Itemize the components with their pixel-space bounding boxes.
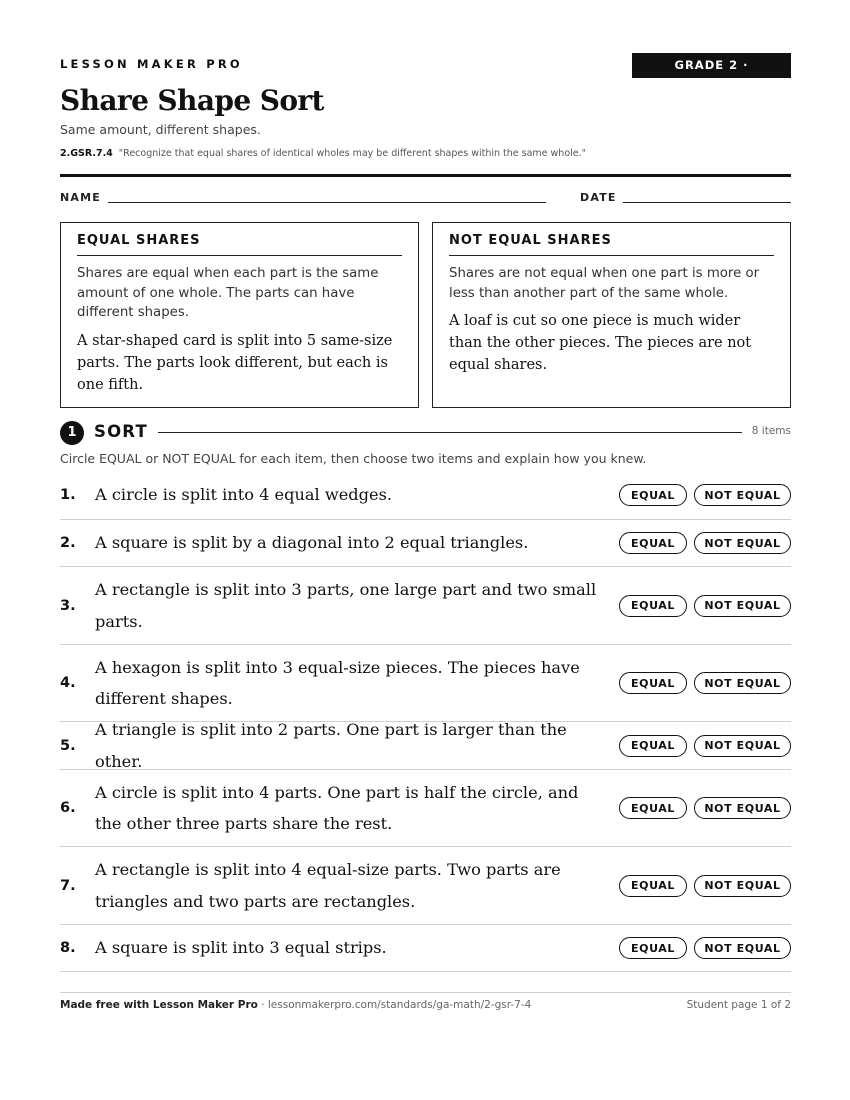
choice-group <box>615 797 791 819</box>
worksheet-page <box>60 0 791 1100</box>
list-item <box>60 770 791 847</box>
item-text: A rectangle is split into 3 parts, one large part and two small parts. <box>95 580 597 631</box>
box-title: EQUAL SHARES <box>77 233 402 256</box>
standard-line <box>60 148 586 159</box>
item-number: 1. <box>60 487 76 503</box>
standard-quote: "Recognize that equal shares of identical wholes may be different shapes within the same whole." <box>118 148 587 159</box>
not-equal-choice[interactable]: NOT EQUAL <box>694 735 791 757</box>
box-definition: Shares are not equal when one part is more or less than another part of the same whole. <box>449 266 760 301</box>
item-number: 6. <box>60 800 76 816</box>
choice-group <box>615 532 791 554</box>
box-example: A loaf is cut so one piece is much wider than the other pieces. The pieces are not equal shares. <box>449 313 752 373</box>
choice-group <box>615 595 791 617</box>
choice-group <box>615 937 791 959</box>
equal-choice[interactable]: EQUAL <box>619 595 687 617</box>
sort-items-list <box>60 471 791 972</box>
not-equal-choice[interactable]: NOT EQUAL <box>694 532 791 554</box>
equal-choice[interactable]: EQUAL <box>619 484 687 506</box>
section-rule <box>158 432 742 433</box>
item-number: 4. <box>60 675 76 691</box>
not-equal-choice[interactable]: NOT EQUAL <box>694 937 791 959</box>
list-item <box>60 925 791 972</box>
list-item <box>60 645 791 722</box>
footer-credit <box>60 999 531 1011</box>
footer-page-number: Student page 1 of 2 <box>686 999 791 1011</box>
not-equal-choice[interactable]: NOT EQUAL <box>694 672 791 694</box>
date-label: DATE <box>580 191 617 204</box>
footer-url: · lessonmakerpro.com/standards/ga-math/2-gsr-7-4 <box>257 999 532 1011</box>
grade-badge: GRADE 2 · 2.GSR.7.4 <box>632 53 791 78</box>
item-count: 8 items <box>751 425 791 437</box>
not-equal-choice[interactable]: NOT EQUAL <box>694 797 791 819</box>
box-example: A star-shaped card is split into 5 same-size parts. The parts look different, but each is one fifth. <box>77 332 393 393</box>
name-line[interactable] <box>108 202 546 203</box>
item-number: 8. <box>60 940 76 956</box>
item-text: A circle is split into 4 equal wedges. <box>95 485 393 505</box>
list-item <box>60 520 791 567</box>
choice-group <box>615 875 791 897</box>
equal-shares-box <box>60 222 419 408</box>
date-line[interactable] <box>623 202 791 203</box>
page-title: Share Shape Sort <box>60 84 324 117</box>
item-text: A rectangle is split into 4 equal-size parts. Two parts are triangles and two parts are rectangles. <box>95 860 561 911</box>
item-text: A circle is split into 4 parts. One part is half the circle, and the other three parts share the rest. <box>95 782 579 833</box>
name-label: NAME <box>60 191 101 204</box>
section-title: SORT <box>94 422 148 441</box>
item-number: 2. <box>60 535 76 551</box>
equal-choice[interactable]: EQUAL <box>619 797 687 819</box>
item-text: A triangle is split into 2 parts. One part is larger than the other. <box>95 720 567 771</box>
choice-group <box>615 735 791 757</box>
equal-choice[interactable]: EQUAL <box>619 532 687 554</box>
equal-choice[interactable]: EQUAL <box>619 875 687 897</box>
instructions: Circle EQUAL or NOT EQUAL for each item, then choose two items and explain how you knew. <box>60 451 647 466</box>
equal-choice[interactable]: EQUAL <box>619 735 687 757</box>
item-text: A hexagon is split into 3 equal-size pieces. The pieces have different shapes. <box>95 657 580 708</box>
section-number: 1 <box>60 421 84 445</box>
page-subtitle: Same amount, different shapes. <box>60 122 261 137</box>
box-definition: Shares are equal when each part is the same amount of one whole. The parts can have different shapes. <box>77 266 379 320</box>
equal-choice[interactable]: EQUAL <box>619 937 687 959</box>
item-text: A square is split by a diagonal into 2 equal triangles. <box>95 533 529 553</box>
item-number: 5. <box>60 737 76 754</box>
choice-group <box>615 672 791 694</box>
standard-code: 2.GSR.7.4 <box>60 148 113 159</box>
not-equal-choice[interactable]: NOT EQUAL <box>694 875 791 897</box>
header-rule <box>60 174 791 177</box>
item-number: 3. <box>60 597 76 614</box>
not-equal-choice[interactable]: NOT EQUAL <box>694 484 791 506</box>
list-item <box>60 471 791 520</box>
item-text: A square is split into 3 equal strips. <box>95 938 387 958</box>
brand-name: LESSON MAKER PRO <box>60 57 243 71</box>
choice-group <box>615 484 791 506</box>
not-equal-choice[interactable]: NOT EQUAL <box>694 595 791 617</box>
list-item <box>60 567 791 645</box>
footer-made-with: Made free with Lesson Maker Pro <box>60 999 258 1011</box>
footer-rule <box>60 992 791 993</box>
not-equal-shares-box <box>432 222 791 408</box>
box-title: NOT EQUAL SHARES <box>449 233 774 256</box>
equal-choice[interactable]: EQUAL <box>619 672 687 694</box>
list-item <box>60 847 791 925</box>
item-number: 7. <box>60 877 76 894</box>
list-item <box>60 722 791 770</box>
